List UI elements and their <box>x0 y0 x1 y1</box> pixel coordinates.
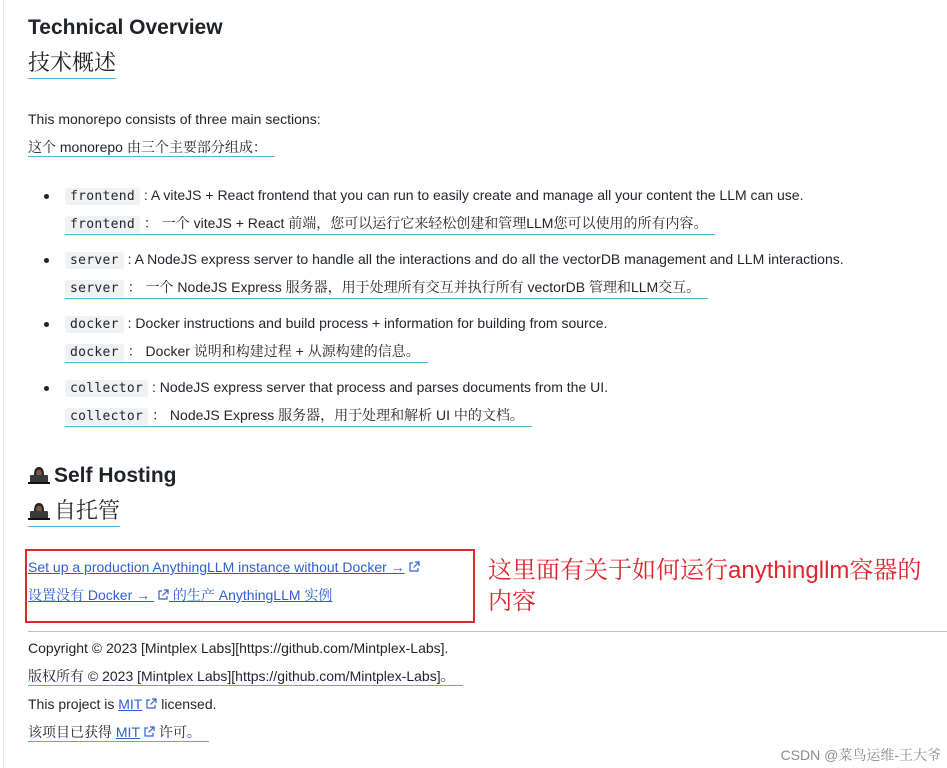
list-bullet <box>44 386 49 391</box>
intro-text: This monorepo consists of three main sections: <box>28 111 321 127</box>
code-docker: docker <box>65 316 124 333</box>
code-frontend: frontend <box>65 188 140 205</box>
list-item-frontend <box>65 186 803 206</box>
code-docker-cn: docker <box>65 344 124 361</box>
list-item-text: : A NodeJS express server to handle all the interactions and do all the vectorDB management and LLM interactions. <box>127 251 844 267</box>
list-item-frontend-cn <box>65 214 715 235</box>
intro-text-cn: 这个 monorepo 由三个主要部分组成： <box>28 138 275 157</box>
list-item-docker-cn <box>65 342 428 363</box>
code-server-cn: server <box>65 280 124 297</box>
annotation-text: 这里面有关于如何运行anythingllm容器的内容 <box>488 557 922 615</box>
external-link-icon <box>143 726 155 738</box>
license-post: licensed. <box>161 696 217 712</box>
section-title-technical-overview: Technical Overview <box>28 16 223 39</box>
copyright-text-cn: 版权所有 © 2023 [Mintplex Labs][https://github.com/Mintplex-Labs]。 <box>28 667 463 686</box>
code-collector: collector <box>65 380 148 397</box>
horizontal-divider <box>28 631 947 632</box>
link-text-pre: 设置没有 Docker → <box>28 587 151 603</box>
section-title-technical-overview-cn: 技术概述 <box>28 50 116 79</box>
left-border <box>3 0 4 768</box>
mit-license-link[interactable]: MIT <box>118 696 143 712</box>
list-item-text: : A viteJS + React frontend that you can run to easily create and manage all your content the LLM can use. <box>143 187 804 203</box>
list-item-text: : NodeJS express server that process and parses documents from the UI. <box>152 379 609 395</box>
list-item-server <box>65 250 844 270</box>
license-cn-post: 许可。 <box>158 724 201 740</box>
list-item-text-cn: ： 一个 NodeJS Express 服务器，用于处理所有交互并执行所有 vectorDB 管理和LLM交互。 <box>127 279 701 295</box>
code-collector-cn: collector <box>65 408 148 425</box>
list-item-docker <box>65 314 607 334</box>
list-item-text: : Docker instructions and build process + information for building from source. <box>127 315 608 331</box>
self-hosting-title-text: Self Hosting <box>54 464 177 487</box>
mit-license-link-cn[interactable]: MIT <box>115 724 140 740</box>
license-cn-pre: 该项目已获得 <box>28 724 112 740</box>
license-text-cn <box>28 723 209 742</box>
code-frontend-cn: frontend <box>65 216 140 233</box>
code-server: server <box>65 252 124 269</box>
section-title-self-hosting <box>28 464 177 488</box>
list-item-server-cn <box>65 278 708 299</box>
list-item-collector-cn <box>65 406 532 427</box>
license-pre: This project is <box>28 696 115 712</box>
link-text-post: 的生产 AnythingLLM 实例 <box>172 587 333 603</box>
list-item-text-cn: ： NodeJS Express 服务器，用于处理和解析 UI 中的文档。 <box>152 407 524 423</box>
list-item-collector <box>65 378 608 398</box>
annotation-highlight-box <box>25 549 475 623</box>
list-bullet <box>44 258 49 263</box>
list-bullet <box>44 322 49 327</box>
license-text <box>28 695 217 713</box>
csdn-watermark: CSDN @菜鸟运维-王大爷 <box>780 747 941 763</box>
list-bullet <box>44 194 49 199</box>
setup-without-docker-link[interactable]: Set up a production AnythingLLM instance without Docker → <box>28 559 405 575</box>
external-link-icon <box>145 698 157 710</box>
list-item-text-cn: ： 一个 viteJS + React 前端，您可以运行它来轻松创建和管理LLM您可以使用的所有内容。 <box>143 215 708 231</box>
self-hosting-title-text-cn: 自托管 <box>54 498 121 523</box>
hacker-laptop-icon <box>28 465 50 485</box>
hacker-laptop-icon <box>28 501 50 521</box>
list-item-text-cn: ： Docker 说明和构建过程 + 从源构建的信息。 <box>127 343 420 359</box>
copyright-text: Copyright © 2023 [Mintplex Labs][https://github.com/Mintplex-Labs]. <box>28 640 449 656</box>
section-title-self-hosting-cn <box>28 498 120 527</box>
